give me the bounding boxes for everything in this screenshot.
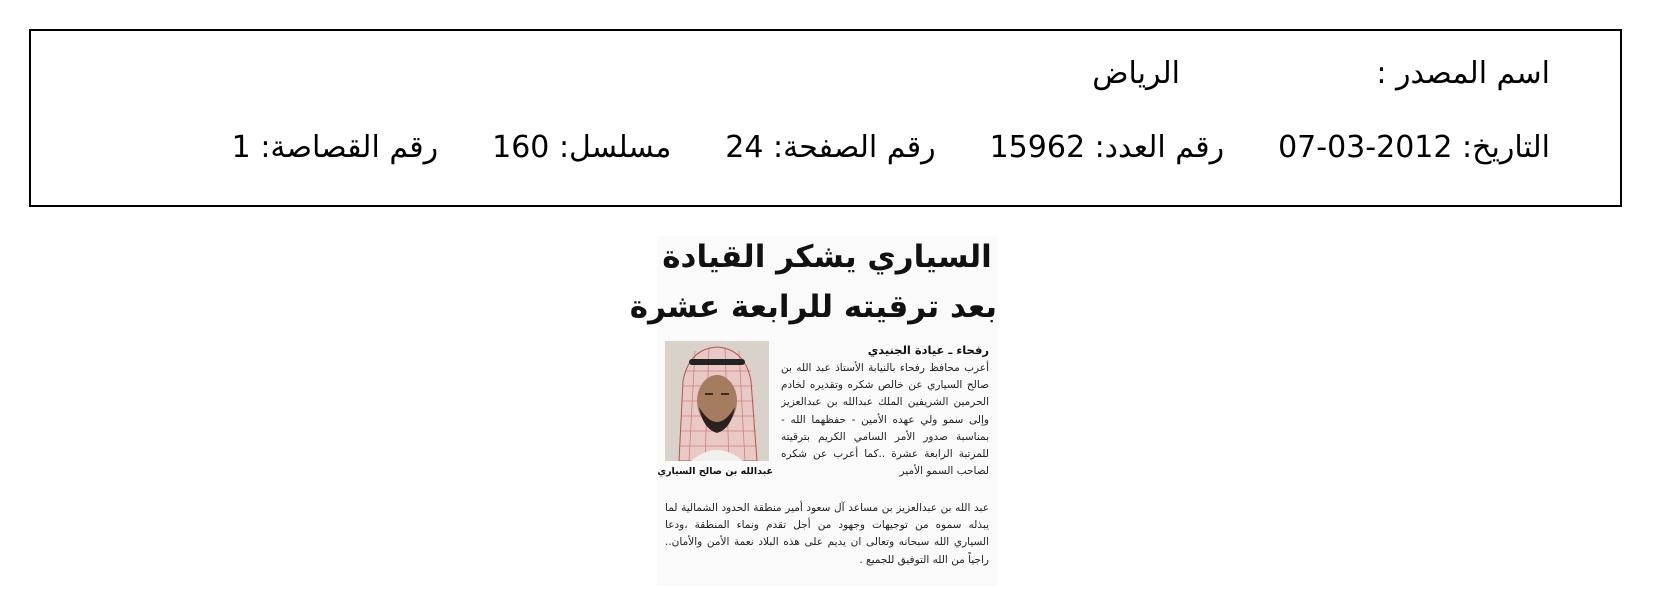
page-field [725, 130, 935, 166]
date-field [1278, 130, 1550, 166]
serial-value: 160 [492, 130, 550, 165]
issue-label: رقم العدد: [1094, 130, 1225, 165]
issue-value: 15962 [989, 130, 1086, 165]
metadata-row [232, 130, 1550, 166]
clip-number-label: رقم القصاصة: [260, 130, 439, 165]
clip-number-field [232, 130, 438, 166]
issue-field [990, 130, 1224, 166]
news-clipping [629, 236, 997, 586]
date-value: 2012-03-07 [1278, 130, 1453, 165]
date-label: التاريخ: [1462, 130, 1550, 165]
page-label: رقم الصفحة: [773, 130, 936, 165]
serial-label: مسلسل: [558, 130, 672, 165]
page-value: 24 [725, 130, 764, 165]
portrait-photo [665, 341, 769, 461]
article-body-lower: عبد الله بن عبدالعزيز بن مساعد آل سعود أمير منطقة الحدود الشمالية لما يبذله سموه من توجيهات وجهود من أجل تقدم ونماء المنطقة ،ودعا السياري الله سبحانه وتعالى ان يديم على هذه البلاد نعمة الأمن والأمان.. راجياً من الله التوفيق للجميع . [665, 502, 989, 566]
headline-line-2: بعد ترقيته للرابعة عشرة [629, 289, 997, 325]
headline-line-1: السياري يشكر القيادة [662, 239, 992, 275]
source-label: اسم المصدر : [1376, 56, 1550, 91]
byline: رفحاء ـ عيادة الجنيدي [867, 343, 989, 357]
photo-caption: عبدالله بن صالح السياري [657, 466, 773, 477]
header-box [29, 29, 1622, 207]
clip-number-value: 1 [231, 130, 251, 165]
portrait-illustration [665, 341, 769, 461]
article-body-upper: أعرب محافظ رفحاء بالنيابة الأستاذ عبد الله بن صالح السياري عن خالص شكره وتقديره لخادم الحرمين الشريفين الملك عبدالله بن عبدالعزيز وإلى سمو ولي عهده الأمين - حفظهما الله - بمناسبة صدور الأمر السامي الكريم بترقيته للمرتبة الرابعة عشرة ..كما أعرب عن شكره لصاحب السمو الأمير [781, 362, 989, 478]
serial-field [492, 130, 671, 166]
source-value: الرياض [1092, 56, 1180, 91]
